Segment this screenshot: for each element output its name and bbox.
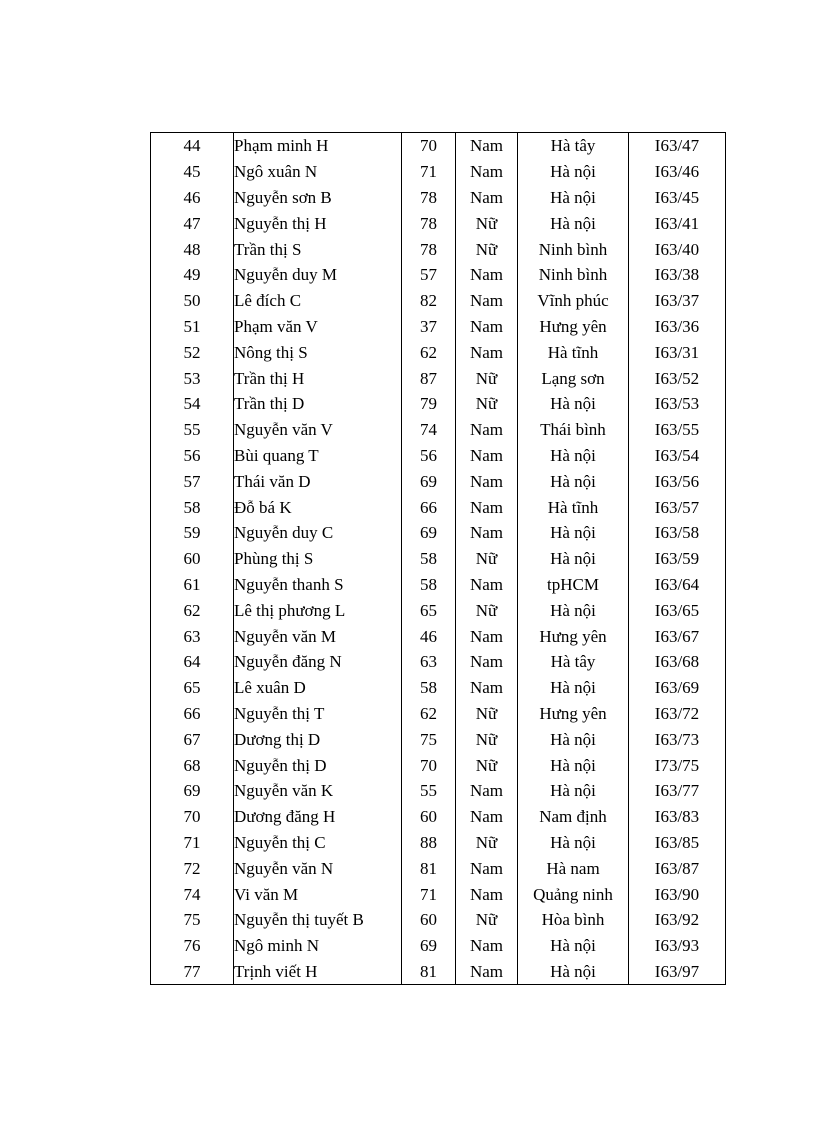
row-number-cell: 65	[151, 675, 234, 701]
sex-cell: Nam	[456, 804, 518, 830]
record-code-cell: I63/77	[629, 778, 726, 804]
address-cell: Hà nội	[518, 185, 629, 211]
patient-name-cell: Nguyễn văn V	[234, 417, 402, 443]
patient-name-cell: Nguyễn duy C	[234, 520, 402, 546]
age-cell: 75	[402, 726, 456, 752]
table-row	[151, 959, 726, 985]
age-cell: 65	[402, 597, 456, 623]
sex-cell: Nữ	[456, 391, 518, 417]
record-code-cell: I63/64	[629, 572, 726, 598]
sex-cell: Nữ	[456, 365, 518, 391]
record-code-cell: I63/45	[629, 185, 726, 211]
address-cell: Hà nội	[518, 830, 629, 856]
patient-name-cell: Dương thị D	[234, 726, 402, 752]
sex-cell: Nam	[456, 623, 518, 649]
table-row	[151, 726, 726, 752]
patient-name-cell: Lê thị phương L	[234, 597, 402, 623]
sex-cell: Nam	[456, 881, 518, 907]
address-cell: Vĩnh phúc	[518, 288, 629, 314]
address-cell: Hà nội	[518, 726, 629, 752]
table-row	[151, 649, 726, 675]
table-row	[151, 443, 726, 469]
patient-table	[150, 132, 726, 985]
sex-cell: Nữ	[456, 210, 518, 236]
record-code-cell: I63/73	[629, 726, 726, 752]
age-cell: 81	[402, 855, 456, 881]
address-cell: Hà nội	[518, 752, 629, 778]
sex-cell: Nữ	[456, 752, 518, 778]
address-cell: Hà nội	[518, 959, 629, 985]
age-cell: 58	[402, 675, 456, 701]
record-code-cell: I63/97	[629, 959, 726, 985]
age-cell: 79	[402, 391, 456, 417]
sex-cell: Nam	[456, 468, 518, 494]
row-number-cell: 59	[151, 520, 234, 546]
patient-name-cell: Phạm minh H	[234, 133, 402, 159]
row-number-cell: 60	[151, 546, 234, 572]
age-cell: 69	[402, 933, 456, 959]
age-cell: 55	[402, 778, 456, 804]
patient-name-cell: Nguyễn văn M	[234, 623, 402, 649]
address-cell: Hà nội	[518, 210, 629, 236]
address-cell: Hà nam	[518, 855, 629, 881]
row-number-cell: 76	[151, 933, 234, 959]
age-cell: 58	[402, 572, 456, 598]
address-cell: Hà nội	[518, 443, 629, 469]
address-cell: Thái bình	[518, 417, 629, 443]
age-cell: 78	[402, 185, 456, 211]
table-row	[151, 881, 726, 907]
record-code-cell: I63/92	[629, 907, 726, 933]
record-code-cell: I63/40	[629, 236, 726, 262]
record-code-cell: I63/41	[629, 210, 726, 236]
row-number-cell: 63	[151, 623, 234, 649]
sex-cell: Nam	[456, 314, 518, 340]
sex-cell: Nam	[456, 959, 518, 985]
row-number-cell: 51	[151, 314, 234, 340]
sex-cell: Nam	[456, 494, 518, 520]
age-cell: 74	[402, 417, 456, 443]
age-cell: 46	[402, 623, 456, 649]
table-row	[151, 572, 726, 598]
table-row	[151, 262, 726, 288]
age-cell: 56	[402, 443, 456, 469]
table-row	[151, 210, 726, 236]
patient-name-cell: Phùng thị S	[234, 546, 402, 572]
sex-cell: Nam	[456, 675, 518, 701]
sex-cell: Nữ	[456, 830, 518, 856]
patient-name-cell: Thái văn D	[234, 468, 402, 494]
record-code-cell: I63/90	[629, 881, 726, 907]
row-number-cell: 64	[151, 649, 234, 675]
record-code-cell: I63/31	[629, 339, 726, 365]
address-cell: Lạng sơn	[518, 365, 629, 391]
table-row	[151, 159, 726, 185]
age-cell: 37	[402, 314, 456, 340]
age-cell: 88	[402, 830, 456, 856]
age-cell: 81	[402, 959, 456, 985]
table-row	[151, 623, 726, 649]
address-cell: Ninh bình	[518, 262, 629, 288]
table-row	[151, 597, 726, 623]
table-row	[151, 804, 726, 830]
record-code-cell: I63/57	[629, 494, 726, 520]
record-code-cell: I63/68	[629, 649, 726, 675]
age-cell: 70	[402, 752, 456, 778]
sex-cell: Nữ	[456, 907, 518, 933]
row-number-cell: 48	[151, 236, 234, 262]
age-cell: 78	[402, 236, 456, 262]
record-code-cell: I63/85	[629, 830, 726, 856]
sex-cell: Nữ	[456, 726, 518, 752]
age-cell: 69	[402, 468, 456, 494]
row-number-cell: 70	[151, 804, 234, 830]
sex-cell: Nam	[456, 778, 518, 804]
address-cell: Hà nội	[518, 778, 629, 804]
address-cell: Hưng yên	[518, 623, 629, 649]
address-cell: Hà tĩnh	[518, 494, 629, 520]
age-cell: 62	[402, 701, 456, 727]
address-cell: Hà tĩnh	[518, 339, 629, 365]
row-number-cell: 72	[151, 855, 234, 881]
record-code-cell: I63/37	[629, 288, 726, 314]
record-code-cell: I63/52	[629, 365, 726, 391]
row-number-cell: 47	[151, 210, 234, 236]
age-cell: 82	[402, 288, 456, 314]
row-number-cell: 68	[151, 752, 234, 778]
table-row	[151, 185, 726, 211]
sex-cell: Nam	[456, 417, 518, 443]
address-cell: Hưng yên	[518, 701, 629, 727]
table-row	[151, 546, 726, 572]
address-cell: Hà nội	[518, 675, 629, 701]
sex-cell: Nam	[456, 185, 518, 211]
age-cell: 60	[402, 907, 456, 933]
age-cell: 87	[402, 365, 456, 391]
sex-cell: Nữ	[456, 597, 518, 623]
table-row	[151, 391, 726, 417]
age-cell: 63	[402, 649, 456, 675]
record-code-cell: I63/54	[629, 443, 726, 469]
row-number-cell: 66	[151, 701, 234, 727]
record-code-cell: I63/87	[629, 855, 726, 881]
age-cell: 62	[402, 339, 456, 365]
age-cell: 71	[402, 881, 456, 907]
row-number-cell: 56	[151, 443, 234, 469]
patient-name-cell: Lê đích C	[234, 288, 402, 314]
address-cell: Hà nội	[518, 520, 629, 546]
table-row	[151, 133, 726, 159]
row-number-cell: 53	[151, 365, 234, 391]
table-row	[151, 778, 726, 804]
row-number-cell: 77	[151, 959, 234, 985]
table-row	[151, 339, 726, 365]
row-number-cell: 74	[151, 881, 234, 907]
patient-name-cell: Nguyễn văn N	[234, 855, 402, 881]
table-row	[151, 468, 726, 494]
record-code-cell: I63/59	[629, 546, 726, 572]
table-row	[151, 855, 726, 881]
patient-name-cell: Trịnh viết H	[234, 959, 402, 985]
address-cell: Hà tây	[518, 133, 629, 159]
age-cell: 71	[402, 159, 456, 185]
record-code-cell: I63/53	[629, 391, 726, 417]
record-code-cell: I63/93	[629, 933, 726, 959]
sex-cell: Nam	[456, 933, 518, 959]
address-cell: Hà nội	[518, 933, 629, 959]
row-number-cell: 55	[151, 417, 234, 443]
table-row	[151, 701, 726, 727]
row-number-cell: 44	[151, 133, 234, 159]
address-cell: Hà nội	[518, 468, 629, 494]
patient-table-body	[151, 133, 726, 985]
address-cell: Hà nội	[518, 159, 629, 185]
patient-name-cell: Bùi quang T	[234, 443, 402, 469]
record-code-cell: I73/75	[629, 752, 726, 778]
address-cell: Hà nội	[518, 597, 629, 623]
age-cell: 60	[402, 804, 456, 830]
sex-cell: Nam	[456, 520, 518, 546]
age-cell: 70	[402, 133, 456, 159]
record-code-cell: I63/46	[629, 159, 726, 185]
patient-name-cell: Ngô xuân N	[234, 159, 402, 185]
sex-cell: Nam	[456, 133, 518, 159]
patient-name-cell: Vi văn M	[234, 881, 402, 907]
patient-name-cell: Trần thị H	[234, 365, 402, 391]
table-row	[151, 314, 726, 340]
table-row	[151, 830, 726, 856]
patient-name-cell: Nguyễn thanh S	[234, 572, 402, 598]
record-code-cell: I63/83	[629, 804, 726, 830]
sex-cell: Nam	[456, 288, 518, 314]
sex-cell: Nam	[456, 572, 518, 598]
table-row	[151, 494, 726, 520]
address-cell: Ninh bình	[518, 236, 629, 262]
table-row	[151, 236, 726, 262]
address-cell: Hà nội	[518, 391, 629, 417]
patient-name-cell: Nguyễn thị D	[234, 752, 402, 778]
address-cell: Hà nội	[518, 546, 629, 572]
row-number-cell: 57	[151, 468, 234, 494]
age-cell: 57	[402, 262, 456, 288]
row-number-cell: 49	[151, 262, 234, 288]
address-cell: Hưng yên	[518, 314, 629, 340]
record-code-cell: I63/36	[629, 314, 726, 340]
row-number-cell: 75	[151, 907, 234, 933]
age-cell: 58	[402, 546, 456, 572]
row-number-cell: 61	[151, 572, 234, 598]
table-row	[151, 675, 726, 701]
age-cell: 78	[402, 210, 456, 236]
address-cell: Quảng ninh	[518, 881, 629, 907]
patient-name-cell: Nông thị S	[234, 339, 402, 365]
table-row	[151, 365, 726, 391]
table-row	[151, 907, 726, 933]
sex-cell: Nam	[456, 262, 518, 288]
record-code-cell: I63/55	[629, 417, 726, 443]
patient-name-cell: Nguyễn thị T	[234, 701, 402, 727]
sex-cell: Nam	[456, 443, 518, 469]
sex-cell: Nam	[456, 159, 518, 185]
record-code-cell: I63/67	[629, 623, 726, 649]
table-row	[151, 520, 726, 546]
address-cell: Nam định	[518, 804, 629, 830]
row-number-cell: 50	[151, 288, 234, 314]
sex-cell: Nữ	[456, 236, 518, 262]
patient-name-cell: Nguyễn duy M	[234, 262, 402, 288]
row-number-cell: 52	[151, 339, 234, 365]
row-number-cell: 54	[151, 391, 234, 417]
patient-name-cell: Phạm văn V	[234, 314, 402, 340]
row-number-cell: 71	[151, 830, 234, 856]
address-cell: Hà tây	[518, 649, 629, 675]
age-cell: 69	[402, 520, 456, 546]
row-number-cell: 58	[151, 494, 234, 520]
patient-name-cell: Trần thị D	[234, 391, 402, 417]
sex-cell: Nữ	[456, 546, 518, 572]
patient-name-cell: Nguyễn thị H	[234, 210, 402, 236]
record-code-cell: I63/56	[629, 468, 726, 494]
patient-name-cell: Nguyễn đăng N	[234, 649, 402, 675]
record-code-cell: I63/47	[629, 133, 726, 159]
patient-name-cell: Trần thị S	[234, 236, 402, 262]
sex-cell: Nữ	[456, 701, 518, 727]
patient-name-cell: Nguyễn thị tuyết B	[234, 907, 402, 933]
patient-name-cell: Dương đăng H	[234, 804, 402, 830]
table-row	[151, 752, 726, 778]
table-row	[151, 933, 726, 959]
patient-name-cell: Đỗ bá K	[234, 494, 402, 520]
sex-cell: Nam	[456, 339, 518, 365]
age-cell: 66	[402, 494, 456, 520]
address-cell: Hòa bình	[518, 907, 629, 933]
table-row	[151, 417, 726, 443]
record-code-cell: I63/58	[629, 520, 726, 546]
record-code-cell: I63/65	[629, 597, 726, 623]
patient-name-cell: Nguyễn sơn B	[234, 185, 402, 211]
sex-cell: Nam	[456, 649, 518, 675]
patient-name-cell: Nguyễn thị C	[234, 830, 402, 856]
record-code-cell: I63/72	[629, 701, 726, 727]
row-number-cell: 62	[151, 597, 234, 623]
sex-cell: Nam	[456, 855, 518, 881]
patient-name-cell: Lê xuân D	[234, 675, 402, 701]
row-number-cell: 45	[151, 159, 234, 185]
address-cell: tpHCM	[518, 572, 629, 598]
patient-name-cell: Nguyễn văn K	[234, 778, 402, 804]
table-row	[151, 288, 726, 314]
patient-name-cell: Ngô minh N	[234, 933, 402, 959]
record-code-cell: I63/38	[629, 262, 726, 288]
record-code-cell: I63/69	[629, 675, 726, 701]
row-number-cell: 46	[151, 185, 234, 211]
row-number-cell: 67	[151, 726, 234, 752]
row-number-cell: 69	[151, 778, 234, 804]
